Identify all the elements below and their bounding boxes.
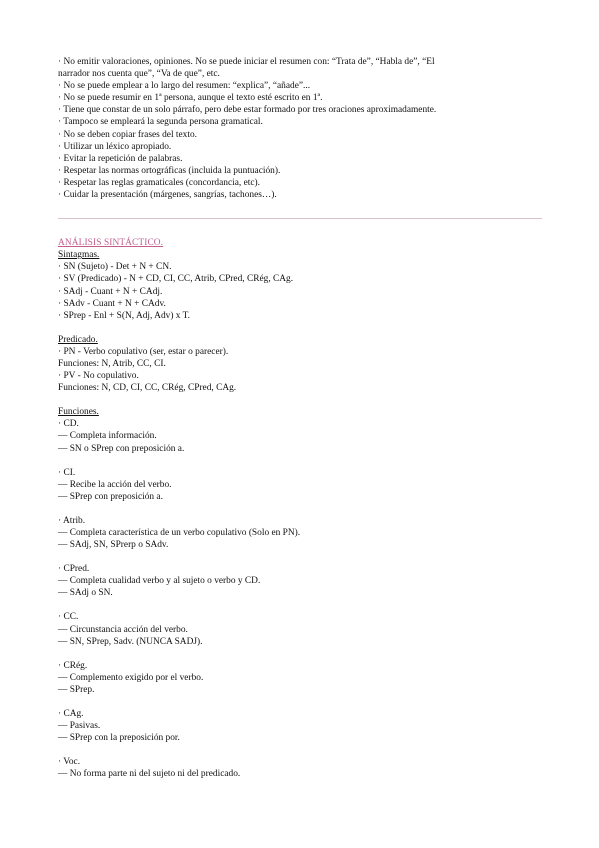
function-detail: — Recibe la acción del verbo. [58,479,172,490]
rule-line: · Tampoco se empleará la segunda persona gramatical. [58,117,263,128]
section-title: ANÁLISIS SINTÁCTICO. [58,238,164,249]
function-name: · CRég. [58,660,88,671]
function-name: · CI. [58,467,76,478]
rule-line: · No emitir valoraciones, opiniones. No se puede iniciar el resumen con: “Trata de”, “Habla de”, “El [58,57,435,67]
list-item: · PN - Verbo copulativo (ser, estar o parecer). [58,346,229,357]
function-group-creg [58,660,543,696]
function-group-cc [58,611,543,647]
funciones-heading: Funciones. [58,407,99,418]
list-item: Funciones: N, CD, CI, CC, CRég, CPred, CAg. [58,383,237,394]
function-name: · CD. [58,419,79,430]
function-detail: — SPrep. [58,684,95,695]
function-group-voc [58,756,543,780]
function-name: · CC. [58,612,79,623]
rule-line: narrador nos cuenta que”, “Va de que”, etc. [58,69,220,80]
rule-line: · Evitar la repetición de palabras. [58,153,183,164]
section-divider [58,218,542,219]
list-item: · SN (Sujeto) - Det + N + CN. [58,262,172,273]
list-item: · SAdv - Cuant + N + CAdv. [58,298,166,309]
function-detail: — SPrep con preposición a. [58,491,163,502]
rule-line: · No se puede emplear a lo largo del resumen: “explica”, “añade”... [58,81,311,92]
list-item: Funciones: N, Atrib, CC, CI. [58,358,166,369]
function-detail: — Circunstancia acción del verbo. [58,624,188,635]
function-detail: — SN, SPrep, Sadv. (NUNCA SADJ). [58,636,203,647]
rule-line: · No se puede resumir en 1ª persona, aunque el texto esté escrito en 1ª. [58,93,323,104]
predicado-heading: Predicado. [58,334,98,345]
sintagmas-section [58,249,543,322]
rule-line: · No se deben copiar frases del texto. [58,129,198,140]
function-name: · CAg. [58,709,84,720]
list-item: · PV - No copulativo. [58,371,139,382]
predicado-section [58,334,543,394]
function-group-cag [58,708,543,744]
sintagmas-heading: Sintagmas. [58,250,100,261]
function-detail: — SN o SPrep con preposición a. [58,443,185,454]
list-item: · SAdj - Cuant + N + CAdj. [58,286,163,297]
list-item: · SV (Predicado) - N + CD, CI, CC, Atrib, CPred, CRég, CAg. [58,274,294,285]
function-detail: — SPrep con la preposición por. [58,733,180,744]
function-name: · Atrib. [58,515,86,526]
function-detail: — SAdj o SN. [58,588,113,599]
summary-rules-list [58,56,543,201]
function-group-atrib [58,515,543,551]
function-group-cpred [58,563,543,599]
function-detail: — Completa característica de un verbo copulativo (Solo en PN). [58,528,301,538]
function-detail: — No forma parte ni del sujeto ni del predicado. [58,769,241,780]
function-detail: — Completa cualidad verbo y al sujeto o verbo y CD. [58,576,261,587]
function-detail: — SAdj, SN, SPrerp o SAdv. [58,540,169,551]
function-name: · CPred. [58,564,90,575]
rule-line: · Utilizar un léxico apropiado. [58,141,172,152]
funciones-section [58,406,543,780]
function-detail: — Complemento exigido por el verbo. [58,672,204,683]
function-detail: — Pasivas. [58,721,101,732]
list-item: · SPrep - Enl + S(N, Adj, Adv) x T. [58,310,191,321]
rule-line: · Tiene que constar de un solo párrafo, pero debe estar formado por tres oraciones aproximadamente. [58,105,437,116]
rule-line: · Respetar las reglas gramaticales (concordancia, etc). [58,177,260,188]
function-group-ci [58,467,543,503]
document-page [58,56,543,781]
function-group-cd [58,418,543,454]
rule-line: · Cuidar la presentación (márgenes, sangrías, tachones…). [58,190,277,201]
function-name: · Voc. [58,757,81,768]
function-detail: — Completa información. [58,431,157,442]
rule-line: · Respetar las normas ortográficas (incluida la puntuación). [58,165,281,176]
